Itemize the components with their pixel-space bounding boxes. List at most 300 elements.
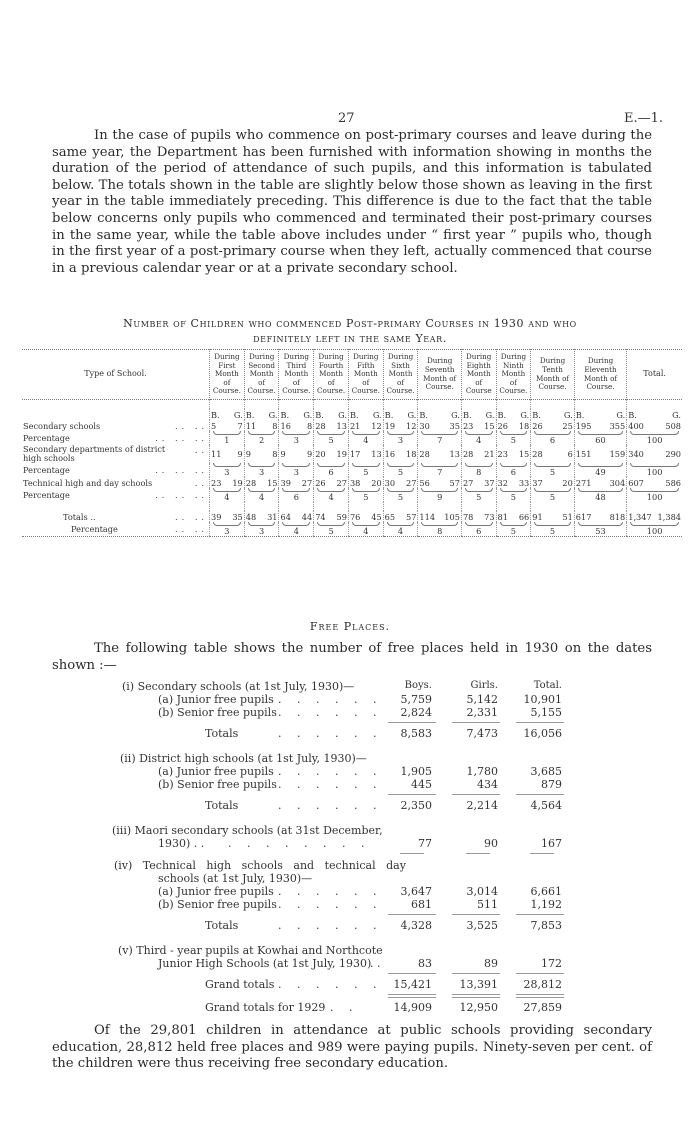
boys-value: 27 [462,477,474,488]
percentage-cell [574,488,626,502]
value-cell [210,477,245,488]
boys-value: 16 [384,449,396,459]
value-cell [574,445,626,463]
section-i-totals-label: Totals [205,727,239,740]
girls-marker: G. [268,409,278,420]
boys-marker: B. [349,409,359,420]
value: 90 [484,837,498,850]
percentage-cell [461,522,496,537]
row-label-text: Technical high and day schools [23,477,153,488]
section-iii-line-1: (iii) Maori secondary schools (at 31st December, [112,824,383,837]
section-ii-totals-label: Totals [205,799,239,812]
value: 83 [418,957,432,970]
percentage-row [22,463,682,477]
percentage-cell [314,431,349,445]
value-cell [418,477,462,488]
percentage-total-cell [627,463,682,477]
boys-marker: B. [462,409,472,420]
girls-value: 19 [336,449,347,459]
boys-value: 37 [532,477,543,488]
col-header: During Eleventh Month of Course. [574,350,626,400]
percentage-row [22,488,682,502]
row-label [22,463,210,477]
value-cell [496,477,531,488]
row-label [22,477,210,488]
percentage-cell [418,522,462,537]
percentage-cell [210,488,245,502]
value: 89 [484,957,498,970]
row-dots: .. [194,445,209,455]
leader: . . . . . . [278,693,383,706]
value-cell [461,511,496,522]
leader: . . . . . . [278,778,383,791]
leader: . . . . . . [278,727,383,740]
sex-cell [348,409,383,420]
sum-rule [516,973,564,974]
row-label [22,420,210,431]
value: 3,685 [530,765,562,778]
girls-value: 355 [609,420,626,431]
percentage-cell [279,488,314,502]
col-header: During Second Month of Course. [244,350,279,400]
boys-marker: B. [315,409,324,420]
girls-value: 159 [609,449,626,459]
percentage-value: 3 [224,467,230,477]
boys-value: 74 [315,511,326,522]
closing-paragraph: Of the 29,801 children in attendance at public schools providing secondary education, 28,812 held free places and 989 were paying pupils. Ninety-seven per cent. of the children were thus receiving free secondary education. [52,1023,652,1072]
girls-total: 586 [665,477,681,488]
free-places-intro: The following table shows the number of free places held in 1930 on the dates shown :— [52,641,652,673]
percentage-cell [348,431,383,445]
boys-marker: B. [280,409,290,420]
boys-value: 195 [575,420,592,431]
girls-value: 27 [301,477,313,488]
value-cell [279,445,314,463]
girls-marker: G. [233,409,243,420]
sum-rule [530,853,554,854]
boys-total: 340 [628,449,644,459]
sex-cell [210,409,245,420]
boys-marker: B. [245,409,255,420]
percentage-total: 100 [646,467,663,477]
value-cell [418,511,462,522]
value: 7,853 [530,919,562,932]
girls-value: 12 [371,420,382,431]
percentage-value: 4 [363,435,369,445]
value: 5,142 [466,693,498,706]
girls-marker: G. [485,409,495,420]
boys-value: 17 [349,449,361,459]
row-label-text: Percentage [71,524,118,534]
double-rule [452,994,500,998]
percentage-value: 6 [328,467,334,477]
boys-marker: B. [211,409,220,420]
boys-value: 30 [384,477,396,488]
section-iv-line-2: schools (at 1st July, 1930)— [158,872,313,885]
girls-value: 8 [307,420,313,431]
value: 3,014 [466,885,498,898]
intro-paragraph: In the case of pupils who commence on post-primary courses and leave during the same year, the Department has been furnished with information showing in months the duration of the period of attendance of such pupils, and this information is tabulated below. The totals shown in the table are slightly below those shown as leaving in the first year in the table immediately preceding. This difference is due to the fact that the table below concerns only pupils who commenced and terminated their post-primary courses in the same year, while the table above includes under “ first year ” pupils who, though in the first year of a post-primary course when they left, actually commenced that course in a previous calendar year or at a private secondary school. [52,128,652,276]
value: 445 [411,778,432,791]
girls-value: 19 [232,477,243,488]
leader: . . . . . . [278,765,383,778]
percentage-value: 8 [476,467,482,477]
col-header: During Sixth Month of Course. [383,350,418,400]
col-header: During Seventh Month of Course. [418,350,462,400]
value-cell [210,420,245,431]
value: 1,192 [530,898,562,911]
leader: . . . . . . [278,919,383,932]
girls-value: 818 [609,511,626,522]
percentage-value: 5 [510,435,516,445]
percentage-cell [383,488,418,502]
girls-value: 31 [267,511,278,522]
value-cell [496,511,531,522]
percentage-value: 5 [397,492,404,502]
percentage-value: 5 [397,467,404,477]
percentage-cell [244,463,279,477]
girls-value: 105 [444,511,460,522]
boys-total: 1,347 [628,511,652,522]
percentage-cell [314,463,349,477]
table-title-line-1: Number of Children who commenced Post-primary Courses in 1930 and who [123,317,577,330]
percentage-value: 6 [476,526,482,536]
table-title [40,316,660,346]
percentage-value: 49 [595,467,606,477]
boys-value: 48 [245,511,257,522]
col-header: During Third Month of Course. [279,350,314,400]
row-dots: .. [194,477,209,488]
percentage-value: 5 [549,492,556,502]
row-dots: .. .. .. [155,433,209,443]
sex-cell [279,409,314,420]
value: 2,214 [466,799,498,812]
value: 511 [477,898,498,911]
row-label [22,431,210,445]
value: 879 [541,778,562,791]
value-cell [383,445,418,463]
section-iv-line-1: (iv) Technical high schools and technical day [114,859,406,872]
value: 16,056 [523,727,562,740]
girls-value: 12 [405,420,417,431]
section-v-line-1: (v) Third - year pupils at Kowhai and Northcote [118,944,383,957]
percentage-cell [418,463,462,477]
table-row [22,420,682,431]
sex-cell [627,409,682,420]
table-row [22,445,682,463]
percentage-total: 100 [646,492,663,502]
value: 13,391 [459,978,498,991]
total-cell [627,477,682,488]
percentage-value: 1 [224,435,230,445]
row-label [22,522,210,537]
boys-value: 91 [532,511,543,522]
value-cell [279,420,314,431]
value-cell [210,511,245,522]
percentage-cell [244,431,279,445]
girls-marker: G. [303,409,313,420]
value-cell [496,445,531,463]
percentage-value: 6 [549,435,556,445]
value-cell [279,477,314,488]
percentage-value: 5 [328,435,334,445]
girls-value: 37 [484,477,495,488]
girls-value: 44 [301,511,313,522]
girls-marker: G. [407,409,417,420]
percentage-cell [531,522,575,537]
value: 681 [411,898,432,911]
section-i-senior-label: (b) Senior free pupils [158,706,277,719]
percentage-value: 4 [328,492,334,502]
percentage-value: 48 [595,492,606,502]
percentage-cell [314,488,349,502]
percentage-value: 5 [549,526,556,536]
girls-value: 15 [484,420,495,431]
double-rule [388,994,436,998]
boys-value: 19 [384,420,396,431]
value: 2,331 [466,706,498,719]
boys-value: 76 [349,511,361,522]
section-ii-senior-label: (b) Senior free pupils [158,778,277,791]
section-iii-line-2: 1930) . . [158,837,205,850]
girls-value: 27 [336,477,347,488]
sum-rule [452,722,500,723]
boys-marker: B. [497,409,507,420]
girls-value: 8 [272,420,278,431]
girls-value: 59 [336,511,347,522]
percentage-value: 5 [510,492,516,502]
girls-value: 33 [518,477,530,488]
boys-value: 28 [462,449,474,459]
grand-totals-1929-label: Grand totals for 1929 [205,1001,326,1014]
leader: . . . . . . [278,978,383,991]
value-cell [461,445,496,463]
section-iv-junior-label: (a) Junior free pupils [158,885,274,898]
sex-cell [418,409,462,420]
row-label [22,488,210,502]
col-header: During Ninth Month of Course. [496,350,531,400]
value-cell [244,477,279,488]
boys-total: 607 [628,477,644,488]
boys-value: 64 [280,511,291,522]
girls-marker: G. [451,409,460,420]
girls-marker: G. [338,409,347,420]
percentage-value: 8 [437,526,443,536]
boys-value: 5 [211,420,217,431]
percentage-value: 6 [293,492,299,502]
row-label-text: Percentage [23,433,70,443]
percentage-total-cell [627,431,682,445]
boys-value: 28 [245,477,257,488]
percentage-cell [461,431,496,445]
row-label-text: Totals .. [63,511,96,522]
sex-cell [314,409,349,420]
percentage-cell [210,522,245,537]
percentage-value: 3 [259,526,265,536]
section-iv-senior-label: (b) Senior free pupils [158,898,277,911]
girls-value: 18 [518,420,530,431]
value: 2,824 [400,706,432,719]
girls-value: 15 [267,477,278,488]
girls-value: 35 [449,420,460,431]
value-cell [574,477,626,488]
percentage-cell [461,463,496,477]
percentage-value: 4 [293,526,299,536]
col-total-header: Total. [533,680,562,691]
percentage-value: 5 [363,492,369,502]
percentage-value: 60 [595,435,606,445]
boys-value: 39 [280,477,291,488]
boys-value: 81 [497,511,508,522]
leader: . . . . . . [278,706,383,719]
girls-value: 21 [484,449,495,459]
percentage-cell [279,522,314,537]
sum-rule [452,914,500,915]
girls-value: 13 [449,449,460,459]
boys-marker: B. [628,409,637,420]
boys-value: 20 [315,449,326,459]
percentage-value: 3 [259,467,265,477]
boys-value: 26 [532,420,543,431]
leader: . . . . . . [278,885,383,898]
value: 1,780 [466,765,498,778]
sex-cell [574,409,626,420]
sum-rule [466,853,490,854]
percentage-value: 9 [437,492,443,502]
leader: . . [330,1001,359,1014]
percentage-value: 3 [224,526,230,536]
leader: . . . . . . [278,799,383,812]
girls-value: 15 [518,449,530,459]
value: 4,564 [530,799,562,812]
total-cell [627,445,682,463]
section-i-heading: (i) Secondary schools (at 1st July, 1930)— [122,680,355,693]
percentage-cell [531,488,575,502]
boys-value: 26 [315,477,326,488]
percentage-cell [210,431,245,445]
col-girls-header: Girls. [470,680,498,691]
value-cell [244,511,279,522]
sum-rule [452,794,500,795]
percentage-value: 4 [476,435,482,445]
percentage-value: 3 [293,467,299,477]
leavers-table [22,349,682,537]
value-cell [314,445,349,463]
girls-value: 18 [405,449,417,459]
boys-value: 23 [211,477,222,488]
percentage-value: 2 [259,435,265,445]
percentage-cell [279,463,314,477]
value-cell [531,420,575,431]
girls-value: 13 [336,420,347,431]
total-cell [627,420,682,431]
sum-rule [388,794,436,795]
girls-value: 304 [609,477,626,488]
value: 167 [541,837,562,850]
boys-marker: B. [384,409,394,420]
girls-value: 20 [371,477,382,488]
value-cell [461,420,496,431]
leader: . . . . . . [278,898,383,911]
value-cell [383,511,418,522]
row-label [22,445,210,463]
boys-value: 26 [497,420,508,431]
percentage-cell [574,522,626,537]
percentage-value: 6 [510,467,516,477]
percentage-value: 4 [363,526,369,536]
section-v-line-2: Junior High Schools (at 1st July, 1930) [158,957,372,970]
value: 172 [541,957,562,970]
percentage-cell [531,431,575,445]
value-cell [348,511,383,522]
sex-cell [496,409,531,420]
col-header: During Tenth Month of Course. [531,350,575,400]
boys-value: 21 [349,420,361,431]
total-cell [627,511,682,522]
leader: . . [370,957,381,970]
sum-rule [400,853,424,854]
boys-value: 39 [211,511,222,522]
girls-value: 9 [237,449,243,459]
value: 5,155 [530,706,562,719]
girls-total: 290 [665,449,681,459]
row-dots: .. .. [175,420,209,431]
value: 4,328 [400,919,432,932]
value-cell [348,445,383,463]
boys-value: 23 [497,449,508,459]
percentage-cell [418,431,462,445]
sum-rule [388,722,436,723]
value: 6,661 [530,885,562,898]
boys-value: 38 [349,477,361,488]
boys-value: 28 [532,449,543,459]
row-label [22,511,210,522]
boys-value: 11 [211,449,222,459]
girls-total: 1,384 [657,511,681,522]
boys-value: 9 [245,449,251,459]
col-boys-header: Boys. [404,680,432,691]
value-cell [244,420,279,431]
value: 12,950 [459,1001,498,1014]
col-header: During First Month of Course. [210,350,245,400]
row-label-text: Secondary schools [23,420,101,431]
boys-value: 30 [419,420,430,431]
boys-value: 151 [575,449,592,459]
girls-value: 27 [405,477,417,488]
percentage-cell [383,522,418,537]
boys-value: 11 [245,420,257,431]
value-cell [348,477,383,488]
boys-value: 32 [497,477,508,488]
grand-totals-label: Grand totals [205,978,275,991]
percentage-value: 3 [397,435,404,445]
value: 14,909 [393,1001,432,1014]
girls-value: 73 [484,511,495,522]
sum-rule [516,722,564,723]
sex-cell [461,409,496,420]
girls-total: 508 [665,420,681,431]
section-ii-junior-label: (a) Junior free pupils [158,765,274,778]
total-header: Total. [627,350,682,400]
girls-value: 66 [518,511,530,522]
value-cell [496,420,531,431]
section-i-junior-label: (a) Junior free pupils [158,693,274,706]
sum-rule [452,973,500,974]
percentage-cell [383,463,418,477]
percentage-cell [531,463,575,477]
value: 8,583 [400,727,432,740]
table-title-line-2: definitely left in the same Year. [253,332,447,345]
